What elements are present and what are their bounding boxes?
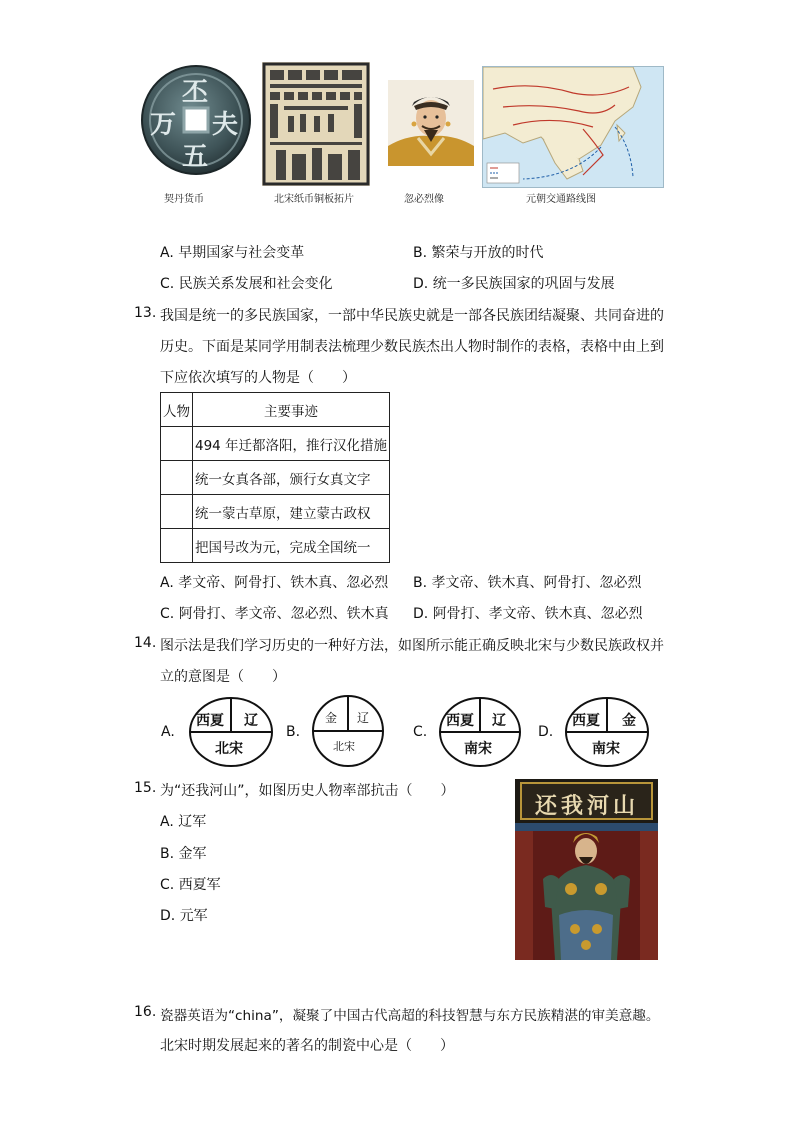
table-header-deeds: 主要事迹	[193, 393, 390, 427]
kublai-caption: 忽必烈像	[404, 194, 444, 205]
q13-option-b[interactable]	[413, 572, 642, 592]
region-right-label: 辽	[492, 713, 506, 729]
q14-number: 14.	[134, 635, 157, 651]
region-bottom-label: 南宋	[464, 741, 492, 757]
option-letter: C.	[160, 276, 175, 292]
q15-option-a[interactable]	[160, 811, 206, 831]
table-header-row	[161, 393, 390, 427]
q13-option-c[interactable]	[160, 603, 389, 623]
q14-option-a-letter[interactable]: A.	[161, 724, 175, 740]
q14-option-a-diagram[interactable]	[188, 696, 274, 768]
region-right-label: 辽	[357, 711, 370, 725]
q12-option-c[interactable]	[160, 273, 333, 293]
q13-number: 13.	[134, 305, 157, 321]
q16-stem-line-2: 北宋时期发展起来的著名的制瓷中心是（ ）	[160, 1038, 454, 1054]
option-text: 民族关系发展和社会变化	[178, 276, 333, 292]
kublai-portrait-image	[388, 80, 474, 166]
table-cell-person	[161, 529, 193, 563]
option-letter: D.	[413, 606, 429, 622]
region-bottom-label: 北宋	[215, 741, 243, 757]
table-cell-person	[161, 495, 193, 529]
banknote-rubbing-image	[262, 62, 370, 186]
khitan-coin-image	[140, 64, 252, 176]
table-cell-deeds: 494 年迁都洛阳，推行汉化措施	[193, 427, 390, 461]
option-letter: B.	[413, 575, 428, 591]
table-row	[161, 461, 390, 495]
q14-option-d-letter[interactable]: D.	[538, 724, 554, 740]
option-text: 阿骨打、孝文帝、忽必烈、铁木真	[178, 606, 389, 622]
table-cell-person	[161, 461, 193, 495]
option-text: 统一多民族国家的巩固与发展	[432, 276, 615, 292]
table-cell-deeds: 统一蒙古草原，建立蒙古政权	[193, 495, 390, 529]
q13-stem-line-3: 下应依次填写的人物是（ ）	[160, 370, 356, 386]
region-left-label: 西夏	[196, 713, 224, 729]
option-text: 孝文帝、阿骨打、铁木真、忽必烈	[178, 575, 389, 591]
q15-option-c[interactable]	[160, 874, 221, 894]
option-letter: B.	[160, 846, 175, 862]
q14-stem-line-2: 立的意图是（ ）	[160, 669, 286, 685]
option-letter: D.	[413, 276, 429, 292]
q15-option-d[interactable]	[160, 905, 208, 925]
option-letter: C.	[160, 606, 175, 622]
q15-option-b[interactable]	[160, 843, 207, 863]
table-cell-person	[161, 427, 193, 461]
option-letter: A.	[160, 245, 174, 261]
option-text: 辽军	[178, 814, 207, 830]
banknote-caption: 北宋纸币铜板拓片	[274, 194, 354, 205]
q16-stem-line-1: 瓷器英语为“china”，凝聚了中国古代高超的科技智慧与东方民族精湛的审美意趣。	[160, 1008, 660, 1024]
table-header-person: 人物	[161, 393, 193, 427]
q12-option-d[interactable]	[413, 273, 615, 293]
q12-option-a[interactable]	[160, 242, 304, 262]
option-text: 金军	[178, 846, 207, 862]
option-text: 孝文帝、铁木真、阿骨打、忽必烈	[431, 575, 642, 591]
option-text: 元军	[179, 908, 208, 924]
option-letter: A.	[160, 575, 174, 591]
region-bottom-label: 北宋	[333, 740, 355, 753]
table-cell-deeds: 统一女真各部，颁行女真文字	[193, 461, 390, 495]
option-text: 西夏军	[178, 877, 221, 893]
map-caption: 元朝交通路线图	[526, 194, 596, 205]
q14-stem-line-1: 图示法是我们学习历史的一种好方法，如图所示能正确反映北宋与少数民族政权并	[160, 638, 664, 654]
q13-table	[160, 392, 390, 563]
table-row	[161, 495, 390, 529]
q13-option-d[interactable]	[413, 603, 643, 623]
region-right-label: 辽	[244, 713, 258, 729]
q14-option-b-letter[interactable]: B.	[286, 724, 301, 740]
coin-char-left: 万	[150, 110, 177, 140]
q13-stem-line-2: 历史。下面是某同学用制表法梳理少数民族杰出人物时制作的表格，表格中由上到	[160, 339, 664, 355]
option-letter: C.	[160, 877, 175, 893]
q13-stem-line-1: 我国是统一的多民族国家，一部中华民族史就是一部各民族团结凝聚、共同奋进的	[160, 308, 664, 324]
table-cell-deeds: 把国号改为元，完成全国统一	[193, 529, 390, 563]
q14-option-c-diagram[interactable]	[438, 696, 522, 768]
q14-option-d-diagram[interactable]	[564, 696, 650, 768]
q13-option-a[interactable]	[160, 572, 388, 592]
option-text: 阿骨打、孝文帝、铁木真、忽必烈	[432, 606, 643, 622]
region-bottom-label: 南宋	[592, 741, 620, 757]
table-row	[161, 427, 390, 461]
table-row	[161, 529, 390, 563]
coin-caption: 契丹货币	[164, 194, 204, 205]
coin-char-top: 丕	[182, 78, 209, 108]
q15-number: 15.	[134, 780, 157, 796]
q16-number: 16.	[134, 1004, 157, 1020]
plaque-text: 还我河山	[535, 793, 640, 819]
q14-option-b-diagram[interactable]	[311, 694, 385, 768]
coin-char-bottom: 五	[182, 142, 209, 172]
q15-stem: 为“还我河山”，如图历史人物率部抗击（ ）	[160, 783, 455, 799]
region-left-label: 西夏	[446, 713, 474, 729]
region-right-label: 金	[622, 713, 636, 729]
option-text: 早期国家与社会变革	[178, 245, 305, 261]
yue-fei-statue-image	[515, 779, 658, 960]
q12-option-b[interactable]	[413, 242, 544, 262]
region-left-label: 西夏	[572, 713, 600, 729]
region-left-label: 金	[325, 711, 338, 725]
option-text: 繁荣与开放的时代	[431, 245, 544, 261]
coin-char-right: 夫	[212, 110, 239, 140]
yuan-route-map-image	[482, 66, 664, 188]
q14-option-c-letter[interactable]: C.	[413, 724, 428, 740]
option-letter: B.	[413, 245, 428, 261]
option-letter: A.	[160, 814, 174, 830]
option-letter: D.	[160, 908, 176, 924]
